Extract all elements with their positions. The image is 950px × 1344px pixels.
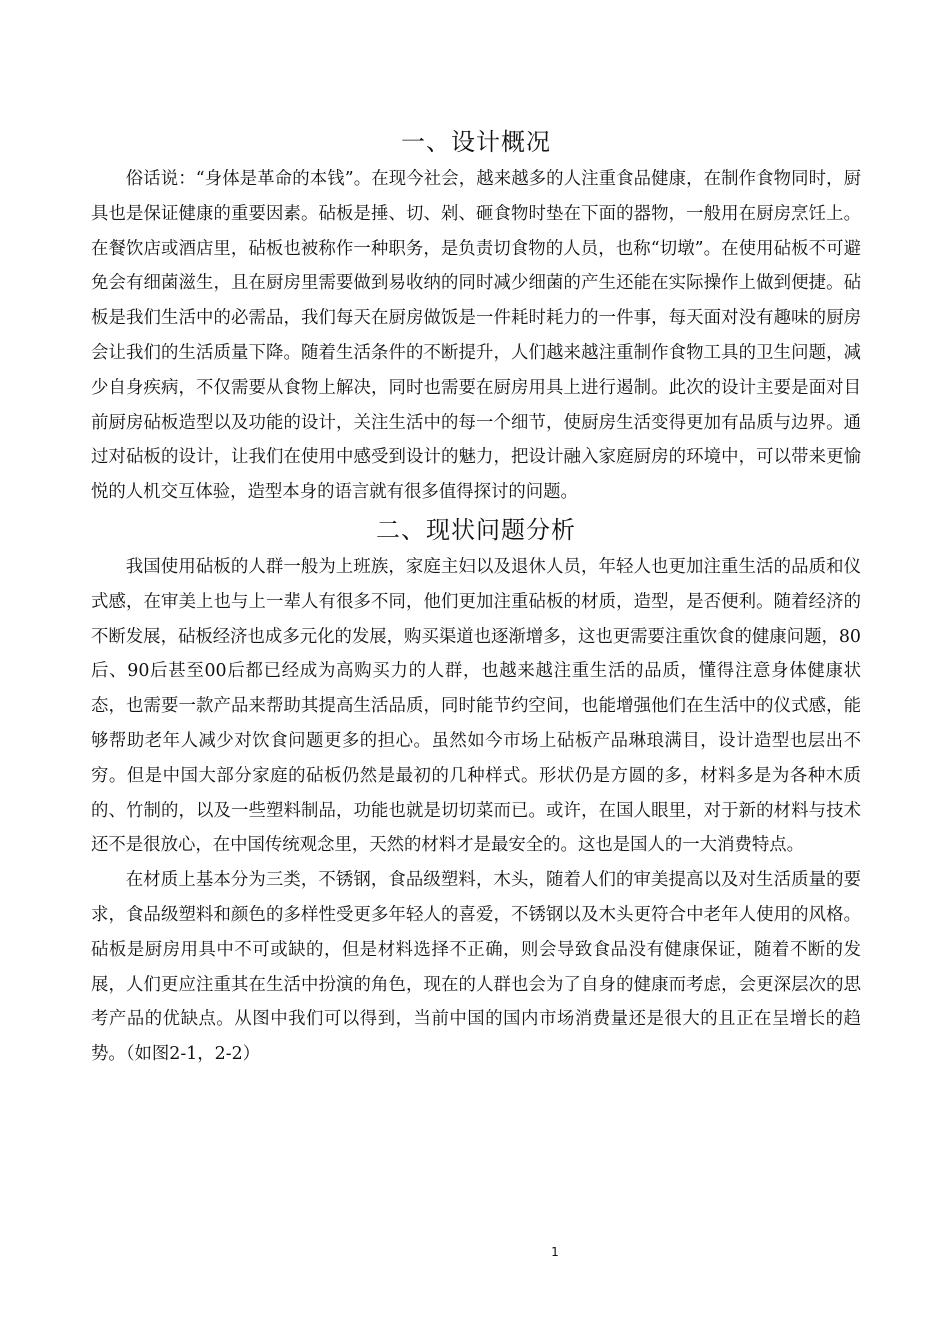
paragraph-design-overview: 俗话说：“身体是革命的本钱”。在现今社会，越来越多的人注重食品健康，在制作食物同时，厨具也是保证健康的重要因素。砧板是捶、切、剁、砸食物时垫在下面的器物，一般用在厨房烹饪上。在餐饮店或酒店里，砧板也被称作一种职务，是负责切食物的人员，也称“切墩”。在使用砧板不可避免会有细菌滋生，且在厨房里需要做到易收纳的同时减少细菌的产生还能在实际操作上做到便捷。砧板是我们生活中的必需品，我们每天在厨房做饭是一件耗时耗力的一件事，每天面对没有趣味的厨房会让我们的生活质量下降。随着生活条件的不断提升，人们越来越注重制作食物工具的卫生问题，减少自身疾病，不仅需要从食物上解决，同时也需要在厨房用具上进行遏制。此次的设计主要是面对目前厨房砧板造型以及功能的设计，关注生活中的每一个细节，使厨房生活变得更加有品质与边界。通过对砧板的设计，让我们在使用中感受到设计的魅力，把设计融入家庭厨房的环境中，可以带来更愉悦的人机交互体验，造型本身的语言就有很多值得探讨的问题。 — [91, 169, 861, 503]
paragraph-status-analysis-1: 我国使用砧板的人群一般为上班族，家庭主妇以及退休人员，年轻人也更加注重生活的品质和仪式感，在审美上也与上一辈人有很多不同，他们更加注重砧板的材质，造型，是否便利。随着经济的不断发展，砧板经济也成多元化的发展，购买渠道也逐渐增多，这也更需要注重饮食的健康问题，80后、90后甚至00后都已经成为高购买力的人群，也越来越注重生活的品质，懂得注意身体健康状态，也需要一款产品来帮助其提高生活品质，同时能节约空间，也能增强他们在生活中的仪式感，能够帮助老年人减少对饮食问题更多的担心。虽然如今市场上砧板产品琳琅满目，设计造型也层出不穷。但是中国大部分家庭的砧板仍然是最初的几种样式。形状仍是方圆的多，材料多是为各种木质的、竹制的，以及一些塑料制品，功能也就是切切菜而已。或许，在国人眼里，对于新的材料与技术还不是很放心，在中国传统观念里，天然的材料才是最安全的。这也是国人的一大消费特点。 — [91, 556, 861, 856]
section-heading-design-overview: 一、设计概况 — [401, 128, 551, 156]
section-heading-status-analysis: 二、现状问题分析 — [376, 515, 576, 544]
page-content — [91, 122, 861, 1072]
page-number: 1 — [551, 1245, 559, 1259]
paragraph-status-analysis-2: 在材质上基本分为三类，不锈钢，食品级塑料，木头，随着人们的审美提高以及对生活质量的要求，食品级塑料和颜色的多样性受更多年轻人的喜爱，不锈钢以及木头更符合中老年人使用的风格。砧板是厨房用具中不可或缺的，但是材料选择不正确，则会导致食品没有健康保证，随着不断的发展，人们更应注重其在生活中扮演的角色，现在的人群也会为了自身的健康而考虑，会更深层次的思考产品的优缺点。从图中我们可以得到，当前中国的国内市场消费量还是很大的且正在呈增长的趋势。（如图2-1，2-2） — [91, 870, 861, 1065]
